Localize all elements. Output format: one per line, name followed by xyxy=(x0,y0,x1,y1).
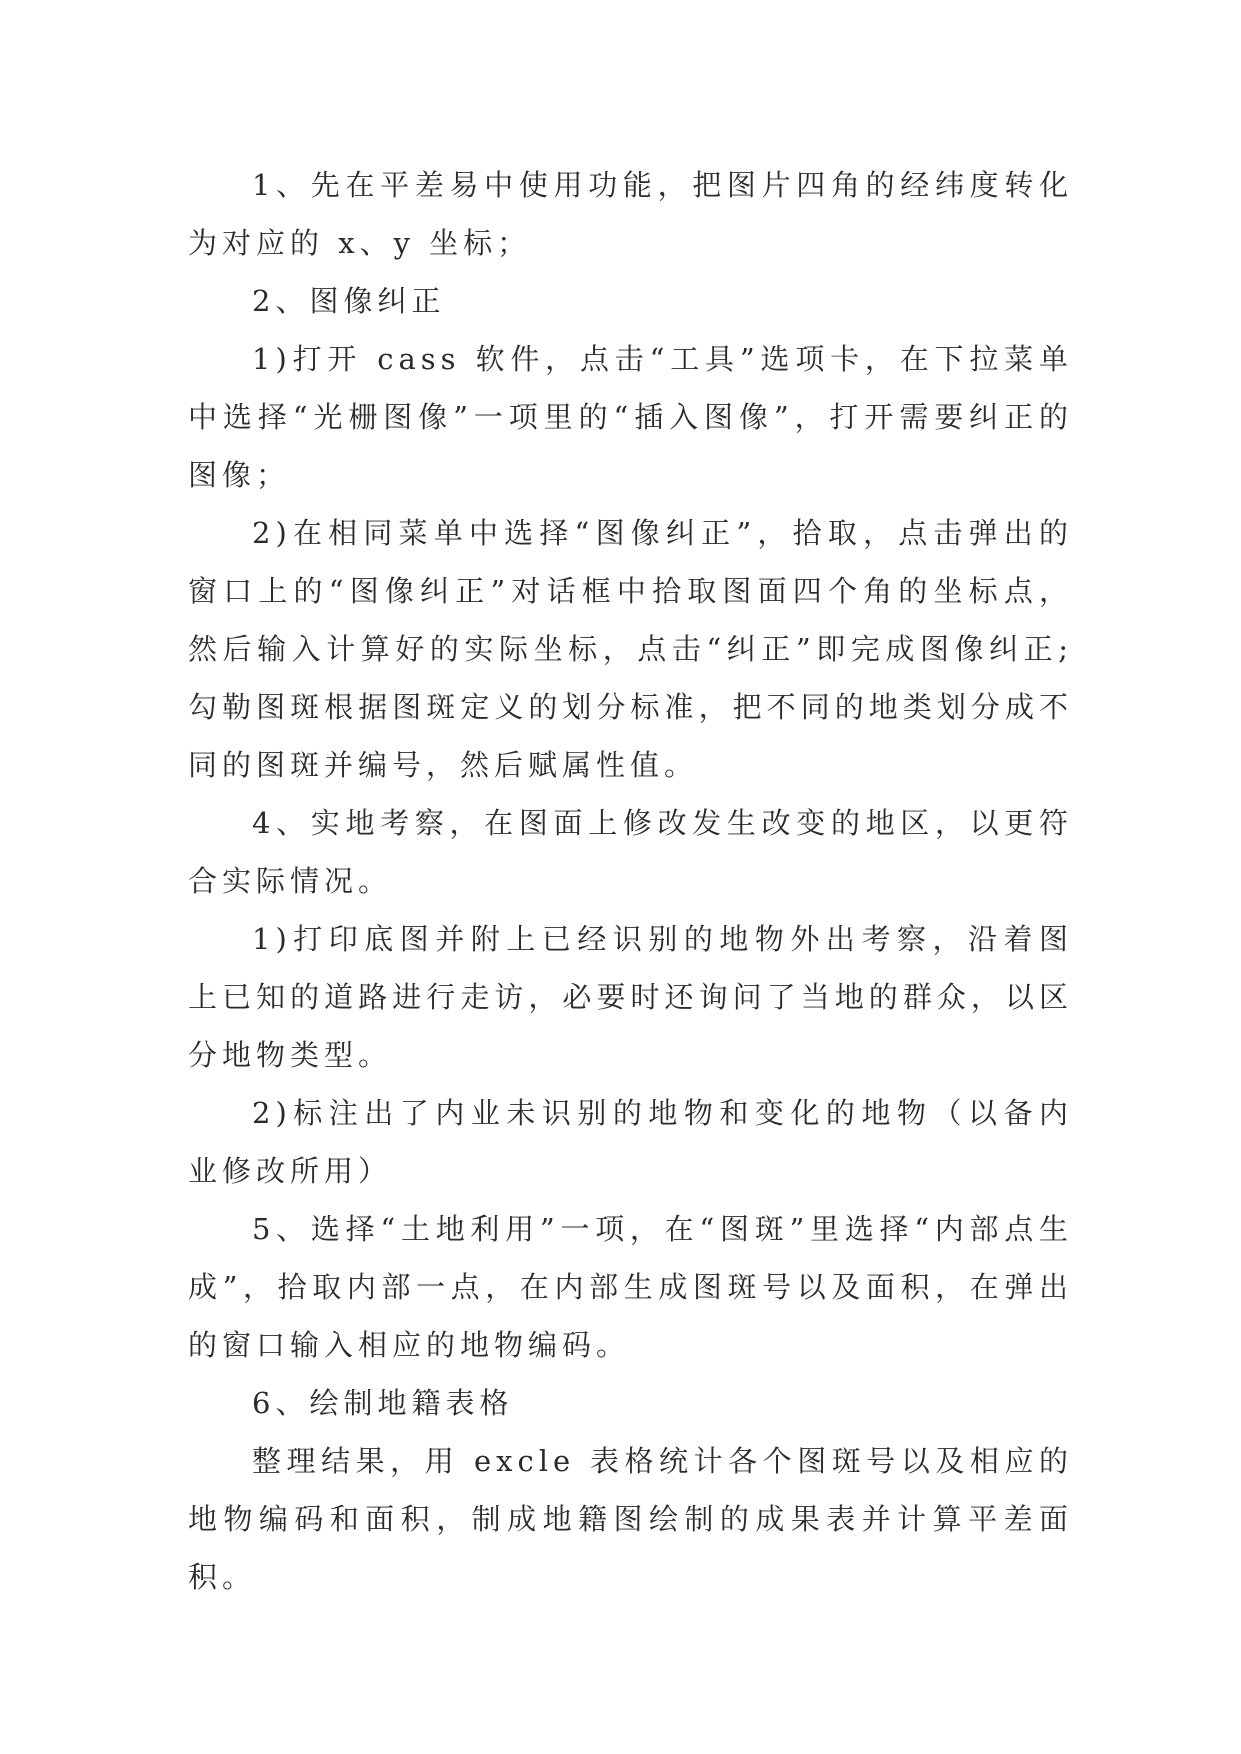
document-body xyxy=(188,156,1073,1606)
paragraph-step-2-1: 1)打开 cass 软件，点击“工具”选项卡，在下拉菜单中选择“光栅图像”一项里的“插入图像”，打开需要纠正的图像； xyxy=(188,342,1073,492)
paragraph-step-2-2: 2)在相同菜单中选择“图像纠正”，拾取，点击弹出的窗口上的“图像纠正”对话框中拾取图面四个角的坐标点，然后输入计算好的实际坐标，点击“纠正”即完成图像纠正;勾勒图斑根据图斑定义的划分标准，把不同的地类划分成不同的图斑并编号，然后赋属性值。 xyxy=(188,516,1073,782)
paragraph-step-1: 1、先在平差易中使用功能，把图片四角的经纬度转化为对应的 x、y 坐标； xyxy=(188,168,1073,260)
paragraph-step-2-heading: 2、图像纠正 xyxy=(252,284,446,318)
paragraph-step-6-heading: 6、绘制地籍表格 xyxy=(252,1386,514,1420)
paragraph-step-4-1: 1)打印底图并附上已经识别的地物外出考察，沿着图上已知的道路进行走访，必要时还询问了当地的群众，以区分地物类型。 xyxy=(188,922,1073,1072)
paragraph-step-5: 5、选择“土地利用”一项，在“图斑”里选择“内部点生成”，拾取内部一点，在内部生成图斑号以及面积，在弹出的窗口输入相应的地物编码。 xyxy=(188,1212,1073,1362)
paragraph-step-4: 4、实地考察，在图面上修改发生改变的地区，以更符合实际情况。 xyxy=(188,806,1073,898)
paragraph-step-6-body: 整理结果，用 excle 表格统计各个图斑号以及相应的地物编码和面积，制成地籍图绘制的成果表并计算平差面积。 xyxy=(188,1444,1073,1594)
paragraph-step-4-2: 2)标注出了内业未识别的地物和变化的地物（以备内业修改所用） xyxy=(188,1096,1073,1188)
